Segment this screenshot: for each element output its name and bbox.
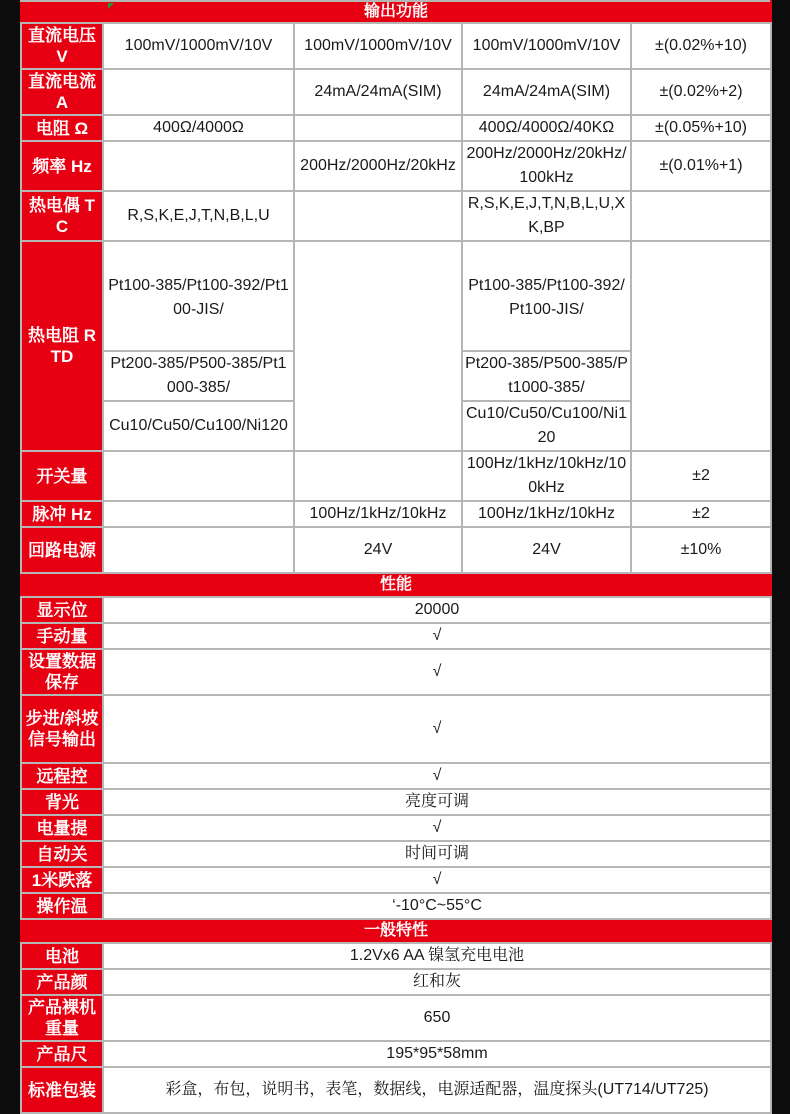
table-row [21, 789, 771, 815]
table-row [21, 763, 771, 789]
value-cell: √ [103, 649, 771, 695]
value-cell: √ [103, 695, 771, 763]
row-label: 电量提 [21, 815, 103, 841]
row-label: 步进/斜坡信号输出 [21, 695, 103, 763]
value-cell: 1.2Vx6 AA 镍氢充电电池 [103, 943, 771, 969]
table-row [21, 1067, 771, 1113]
row-label: 手动量 [21, 623, 103, 649]
table-row [21, 695, 771, 763]
section-row-output [21, 1, 771, 23]
range-cell: 24mA/24mA(SIM) [462, 69, 631, 115]
value-cell: √ [103, 867, 771, 893]
row-label: 标准包装 [21, 1067, 103, 1113]
table-row [21, 995, 771, 1041]
row-label: 1米跌落 [21, 867, 103, 893]
row-label: 电阻 Ω [21, 115, 103, 141]
table-row [21, 451, 771, 501]
range-cell: 100Hz/1kHz/10kHz [462, 501, 631, 527]
range-cell [103, 451, 294, 501]
table-row [21, 191, 771, 241]
accuracy-cell: ±2 [631, 501, 771, 527]
range-cell: 400Ω/4000Ω/40KΩ [462, 115, 631, 141]
accuracy-cell [631, 241, 771, 451]
range-cell: Pt100-385/Pt100-392/Pt100-JIS/ [462, 241, 631, 351]
row-label: 直流电压 V [21, 23, 103, 69]
range-cell [103, 69, 294, 115]
range-cell: 100mV/1000mV/10V [294, 23, 462, 69]
row-label: 设置数据保存 [21, 649, 103, 695]
accuracy-cell: ±2 [631, 451, 771, 501]
row-label: 开关量 [21, 451, 103, 501]
row-label: 电池 [21, 943, 103, 969]
range-cell [294, 115, 462, 141]
section-row-general [21, 919, 771, 943]
range-cell: 24V [462, 527, 631, 573]
accuracy-cell: ±(0.02%+10) [631, 23, 771, 69]
table-row [21, 141, 771, 191]
table-row [21, 969, 771, 995]
table-row [21, 69, 771, 115]
row-label: 操作温 [21, 893, 103, 919]
table-row [21, 23, 771, 69]
range-cell [294, 451, 462, 501]
table-row [21, 841, 771, 867]
table-row [21, 867, 771, 893]
range-cell [294, 241, 462, 451]
accuracy-cell: ±(0.02%+2) [631, 69, 771, 115]
range-cell: 24V [294, 527, 462, 573]
table-row [21, 1041, 771, 1067]
row-label: 产品尺 [21, 1041, 103, 1067]
section-title-performance: 性能 [21, 573, 771, 597]
range-cell: R,S,K,E,J,T,N,B,L,U,XK,BP [462, 191, 631, 241]
value-cell: √ [103, 763, 771, 789]
table-row [21, 501, 771, 527]
table-row [21, 893, 771, 919]
table-row [21, 597, 771, 623]
range-cell: 100mV/1000mV/10V [462, 23, 631, 69]
row-label: 直流电流 A [21, 69, 103, 115]
section-title-general: 一般特性 [21, 919, 771, 943]
row-label: 背光 [21, 789, 103, 815]
range-cell: Cu10/Cu50/Cu100/Ni120 [103, 401, 294, 451]
section-row-performance [21, 573, 771, 597]
range-cell: 100Hz/1kHz/10kHz/100kHz [462, 451, 631, 501]
row-label: 热电阻 RTD [21, 241, 103, 451]
row-label: 频率 Hz [21, 141, 103, 191]
accuracy-cell: ±10% [631, 527, 771, 573]
value-cell: 20000 [103, 597, 771, 623]
value-cell: 时间可调 [103, 841, 771, 867]
row-label: 回路电源 [21, 527, 103, 573]
value-cell: 650 [103, 995, 771, 1041]
table-row [21, 943, 771, 969]
value-cell: 亮度可调 [103, 789, 771, 815]
table-row [21, 241, 771, 351]
range-cell [103, 141, 294, 191]
range-cell: 400Ω/4000Ω [103, 115, 294, 141]
row-label: 产品颜 [21, 969, 103, 995]
cell-marker-icon [108, 3, 114, 9]
table-row [21, 815, 771, 841]
range-cell: Cu10/Cu50/Cu100/Ni120 [462, 401, 631, 451]
value-cell: √ [103, 815, 771, 841]
value-cell: 红和灰 [103, 969, 771, 995]
range-cell: 200Hz/2000Hz/20kHz [294, 141, 462, 191]
table-row [21, 527, 771, 573]
range-cell: 100mV/1000mV/10V [103, 23, 294, 69]
table-row [21, 649, 771, 695]
range-cell: 200Hz/2000Hz/20kHz/100kHz [462, 141, 631, 191]
range-cell: 100Hz/1kHz/10kHz [294, 501, 462, 527]
table-row [21, 623, 771, 649]
accuracy-cell [631, 191, 771, 241]
accuracy-cell: ±(0.05%+10) [631, 115, 771, 141]
spec-sheet [20, 0, 770, 1100]
range-cell [294, 191, 462, 241]
range-cell: Pt200-385/P500-385/Pt1000-385/ [462, 351, 631, 401]
value-cell: ‘-10°C~55°C [103, 893, 771, 919]
row-label: 显示位 [21, 597, 103, 623]
range-cell: Pt200-385/P500-385/Pt1000-385/ [103, 351, 294, 401]
spec-table [20, 0, 772, 1114]
range-cell: Pt100-385/Pt100-392/Pt100-JIS/ [103, 241, 294, 351]
range-cell: 24mA/24mA(SIM) [294, 69, 462, 115]
row-label: 产品裸机重量 [21, 995, 103, 1041]
row-label: 远程控 [21, 763, 103, 789]
range-cell: R,S,K,E,J,T,N,B,L,U [103, 191, 294, 241]
value-cell: 彩盒，布包，说明书，表笔，数据线，电源适配器，温度探头(UT714/UT725) [103, 1067, 771, 1113]
accuracy-cell: ±(0.01%+1) [631, 141, 771, 191]
range-cell [103, 527, 294, 573]
section-title-output: 输出功能 [21, 1, 771, 23]
range-cell [103, 501, 294, 527]
row-label: 脉冲 Hz [21, 501, 103, 527]
value-cell: √ [103, 623, 771, 649]
table-row [21, 115, 771, 141]
value-cell: 195*95*58mm [103, 1041, 771, 1067]
row-label: 自动关 [21, 841, 103, 867]
row-label: 热电偶 TC [21, 191, 103, 241]
